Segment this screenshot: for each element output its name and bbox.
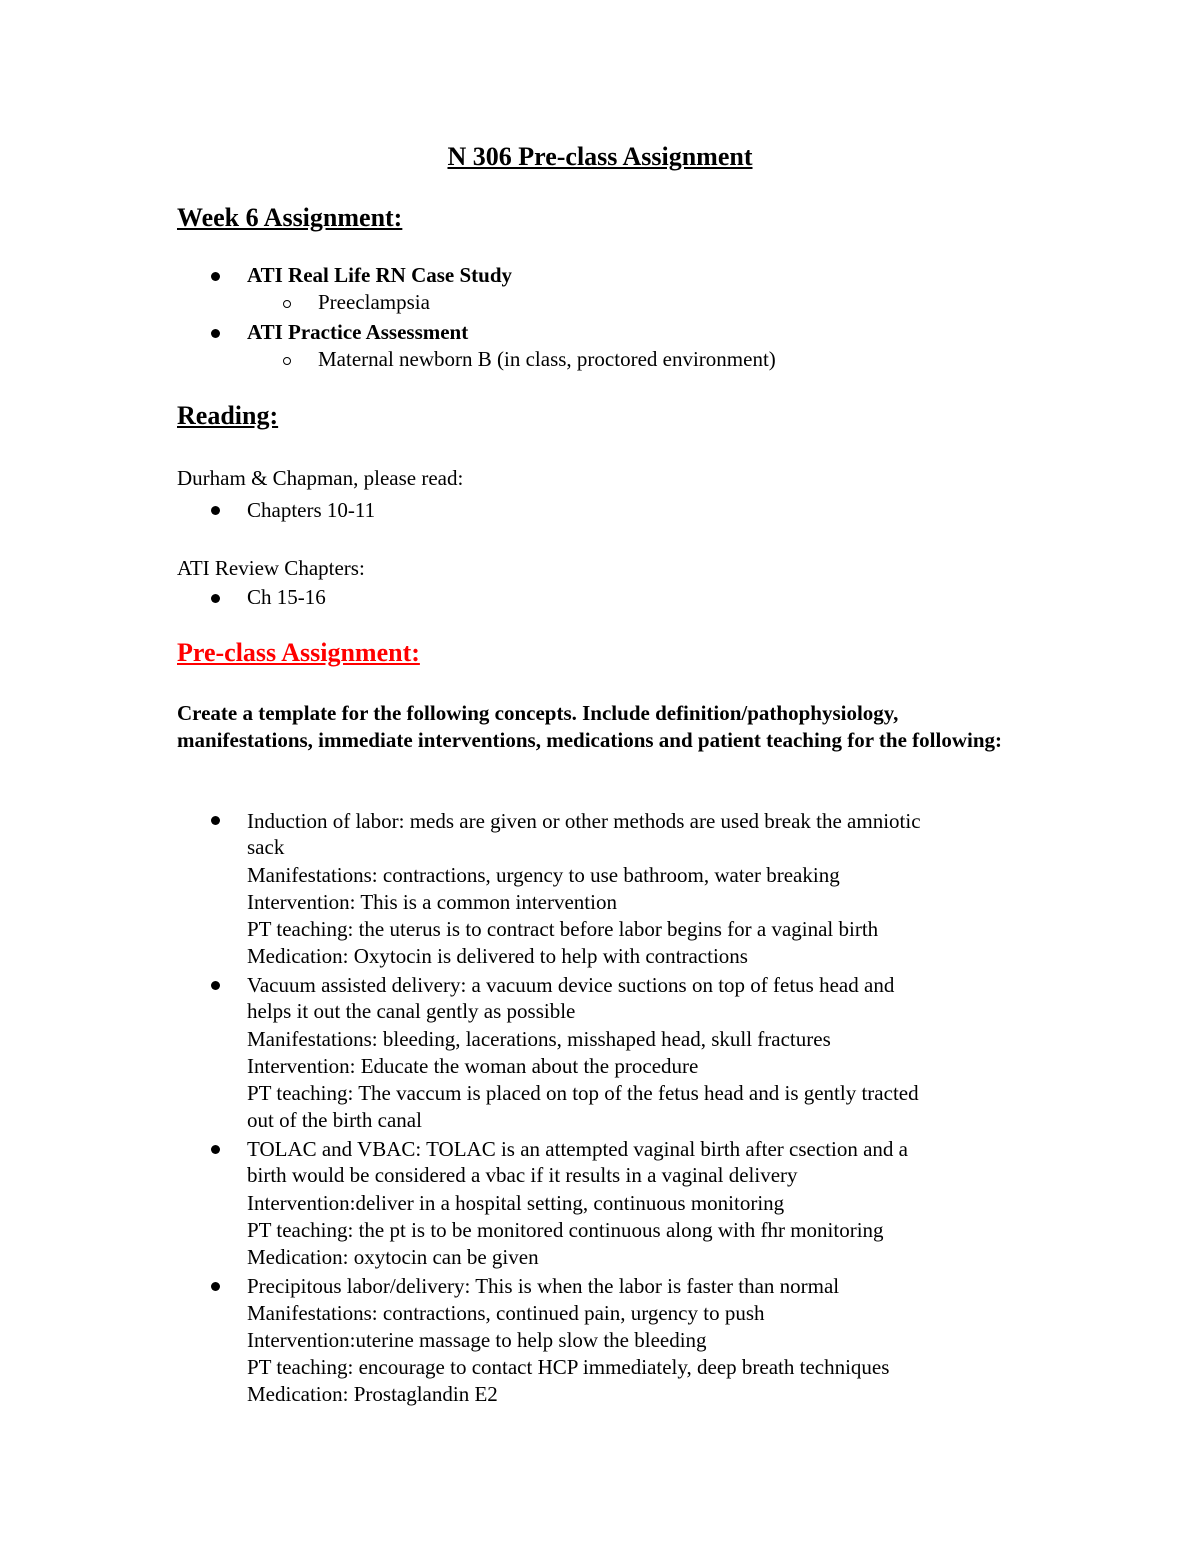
concept-line: PT teaching: the uterus is to contract before labor begins for a vaginal birth <box>247 917 879 941</box>
ati-review-intro: ATI Review Chapters: <box>177 556 365 580</box>
ati-review-item: Ch 15-16 <box>247 585 326 609</box>
assignment-subitem: Maternal newborn B (in class, proctored environment) <box>318 347 776 371</box>
bullet-icon <box>211 1145 220 1154</box>
bullet-icon <box>211 816 220 825</box>
sub-bullet-icon <box>283 357 291 365</box>
concept-line: sack <box>247 835 285 859</box>
concept-line: Intervention: Educate the woman about the procedure <box>247 1054 699 1078</box>
concept-line: PT teaching: the pt is to be monitored continuous along with fhr monitoring <box>247 1218 884 1242</box>
concept-line: Vacuum assisted delivery: a vacuum device suctions on top of fetus head and <box>247 973 895 997</box>
reading-intro: Durham & Chapman, please read: <box>177 466 464 490</box>
concept-line: Intervention: This is a common intervention <box>247 890 617 914</box>
week-heading: Week 6 Assignment: <box>177 203 403 232</box>
instructions: Create a template for the following concepts. Include definition/pathophysiology, manifestations, immediate interventions, medications and patient teaching for the following: <box>177 701 1002 752</box>
bullet-icon <box>211 329 220 338</box>
bullet-icon <box>211 594 220 603</box>
bullet-icon <box>211 981 220 990</box>
concept-line: Medication: oxytocin can be given <box>247 1245 539 1269</box>
concept-line: Manifestations: contractions, urgency to use bathroom, water breaking <box>247 863 840 887</box>
concept-line: out of the birth canal <box>247 1108 422 1132</box>
assignment-subitem: Preeclampsia <box>318 290 430 314</box>
concept-line: Manifestations: contractions, continued pain, urgency to push <box>247 1301 765 1325</box>
concept-line: Intervention:uterine massage to help slow the bleeding <box>247 1328 707 1352</box>
concept-line: Medication: Oxytocin is delivered to help with contractions <box>247 944 748 968</box>
reading-item: Chapters 10-11 <box>247 498 376 522</box>
document-title: N 306 Pre-class Assignment <box>447 142 753 171</box>
bullet-icon <box>211 1282 220 1291</box>
concept-line: birth would be considered a vbac if it results in a vaginal delivery <box>247 1163 798 1187</box>
preclass-heading: Pre-class Assignment: <box>177 638 420 667</box>
bullet-icon <box>211 272 220 281</box>
concept-line: Induction of labor: meds are given or other methods are used break the amniotic <box>247 809 921 833</box>
concept-line: helps it out the canal gently as possible <box>247 999 576 1023</box>
bullet-icon <box>211 506 220 515</box>
concept-line: PT teaching: encourage to contact HCP immediately, deep breath techniques <box>247 1355 890 1379</box>
concept-line: Precipitous labor/delivery: This is when the labor is faster than normal <box>247 1274 840 1298</box>
reading-heading: Reading: <box>177 401 279 430</box>
concept-line: Intervention:deliver in a hospital setting, continuous monitoring <box>247 1191 785 1215</box>
assignment-item: ATI Real Life RN Case Study <box>247 263 513 287</box>
concept-line: Medication: Prostaglandin E2 <box>247 1382 498 1406</box>
assignment-item: ATI Practice Assessment <box>247 320 469 344</box>
concept-line: Manifestations: bleeding, lacerations, misshaped head, skull fractures <box>247 1027 831 1051</box>
concept-line: TOLAC and VBAC: TOLAC is an attempted vaginal birth after csection and a <box>247 1137 908 1161</box>
concept-line: PT teaching: The vaccum is placed on top of the fetus head and is gently tracted <box>247 1081 919 1105</box>
sub-bullet-icon <box>283 300 291 308</box>
